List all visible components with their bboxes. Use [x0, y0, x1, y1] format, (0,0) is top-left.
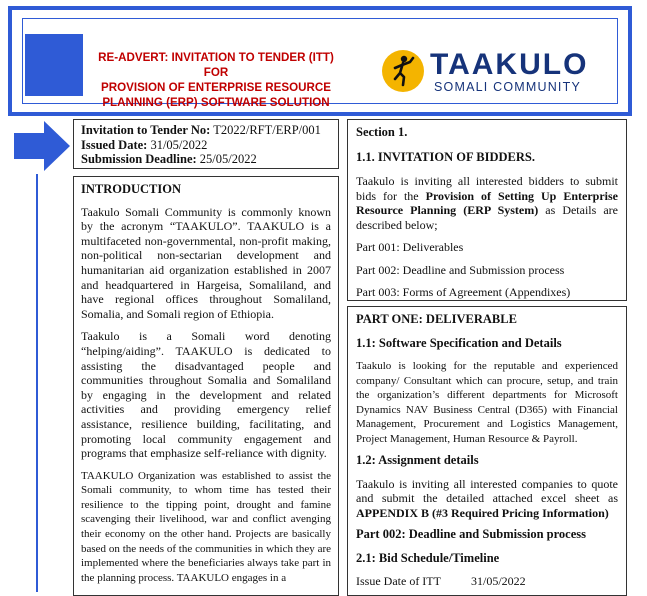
deadline-label: Submission Deadline:: [81, 152, 197, 166]
part-list-item: Part 001: Deliverables: [356, 240, 464, 254]
deadline-row: [81, 152, 331, 167]
part-one-box: [347, 306, 627, 596]
bid-schedule-heading: 2.1: Bid Schedule/Timeline: [356, 550, 500, 565]
software-spec-text: Taakulo is looking for the reputable and experienced company/ Consultant which can procure, setup, and train the organization’s different departments for Microsoft Dynamics NAV Business Central (D365) with Financial Management, Procurement and Logistics Management, Project Management, Human Resource & Payroll.: [356, 360, 618, 445]
part-list-item: Part 003: Forms of Agreement (Appendixes): [356, 285, 571, 299]
issue-date-label: Issue Date of ITT: [356, 574, 441, 588]
issued-value: 31/05/2022: [150, 137, 208, 152]
part-list-item: Part 002: Deadline and Submission process: [356, 262, 565, 277]
deadline-value: 25/05/2022: [199, 152, 257, 166]
tender-info-box: [73, 119, 339, 169]
issue-date-value: 31/05/2022: [471, 574, 526, 588]
invitation-bold-text: Provision of Setting Up Enterprise Resource Planning (ERP System): [356, 188, 618, 217]
title-line: PROVISION OF ENTERPRISE RESOURCE: [101, 81, 331, 94]
logo-wordmark: TAAKULO: [430, 48, 589, 81]
logo-subtitle: SOMALI COMMUNITY: [434, 80, 581, 94]
part-two-heading: Part 002: Deadline and Submission process: [356, 527, 587, 541]
issued-date-row: [81, 138, 331, 153]
running-figure-icon: [382, 50, 424, 92]
section-1-heading: Section 1.: [356, 125, 408, 139]
itt-value: T2022/RFT/ERP/001: [213, 123, 321, 137]
part-one-heading: PART ONE: DELIVERABLE: [356, 312, 517, 326]
assignment-bold-text: APPENDIX B (#3 Required Pricing Information): [356, 505, 609, 520]
assignment-paragraph: [356, 477, 618, 521]
arrow-right-icon: [14, 121, 72, 171]
issue-date-row: [356, 574, 618, 589]
title-line: RE-ADVERT: INVITATION TO TENDER (ITT) FOR: [98, 51, 334, 79]
itt-number-row: [81, 123, 331, 138]
header-banner: [8, 6, 632, 116]
intro-paragraph: Taakulo Somali Community is commonly known by the acronym “TAAKULO”. TAAKULO is a multifaceted non-governmental, non-profit making, non-political non-sectarian development and humanitarian aid organization established in 2007 and headquartered in Hargeisa, Somaliland, and have regional offices throughout Somaliland, Somalia, and Somali region of Ethiopia.: [81, 204, 331, 321]
invitation-paragraph: [356, 174, 618, 232]
document-title: [96, 50, 336, 110]
issued-label: Issued Date:: [81, 137, 148, 152]
assignment-text: Taakulo is inviting all interested companies to quote and submit the detailed attached excel sheet as: [356, 476, 618, 505]
introduction-box: [73, 176, 339, 596]
title-line: PLANNING (ERP) SOFTWARE SOLUTION: [102, 96, 330, 109]
taakulo-logo-icon: [382, 50, 424, 92]
decorative-blue-square: [25, 34, 83, 96]
assignment-heading: 1.2: Assignment details: [356, 453, 479, 467]
decorative-vertical-line: [36, 174, 38, 592]
invitation-text: Taakulo is inviting all interested bidders to submit bids for the: [356, 174, 618, 203]
itt-label: Invitation to Tender No:: [81, 123, 211, 137]
invitation-subheading: 1.1. INVITATION OF BIDDERS.: [356, 149, 535, 164]
software-spec-heading: 1.1: Software Specification and Details: [356, 335, 562, 350]
invitation-text-end: as Details are described below;: [356, 203, 618, 232]
intro-heading: INTRODUCTION: [81, 182, 182, 196]
section-1-box: [347, 119, 627, 301]
intro-paragraph: TAAKULO Organization was established to assist the Somali community, to whom time has tested their resilience to the tipping point, drought and famine scavenging their livelihood, war and conflict avenging their economy on the other hand. Projects are basically based on the needs of the communities in which they are implemented where the beneficiaries always take part in the planning process. TAAKULO engages in a: [81, 469, 331, 584]
intro-paragraph: Taakulo is a Somali word denoting “helping/aiding”. TAAKULO is dedicated to assisting the disadvantaged people and communities throughout Somalia and Somaliland by engaging in the development and related activities and providing emergency relief assistance, resilience building, facilitating, and promoting local community engagement and programs that emphasize self-reliance with dignity.: [81, 329, 331, 461]
